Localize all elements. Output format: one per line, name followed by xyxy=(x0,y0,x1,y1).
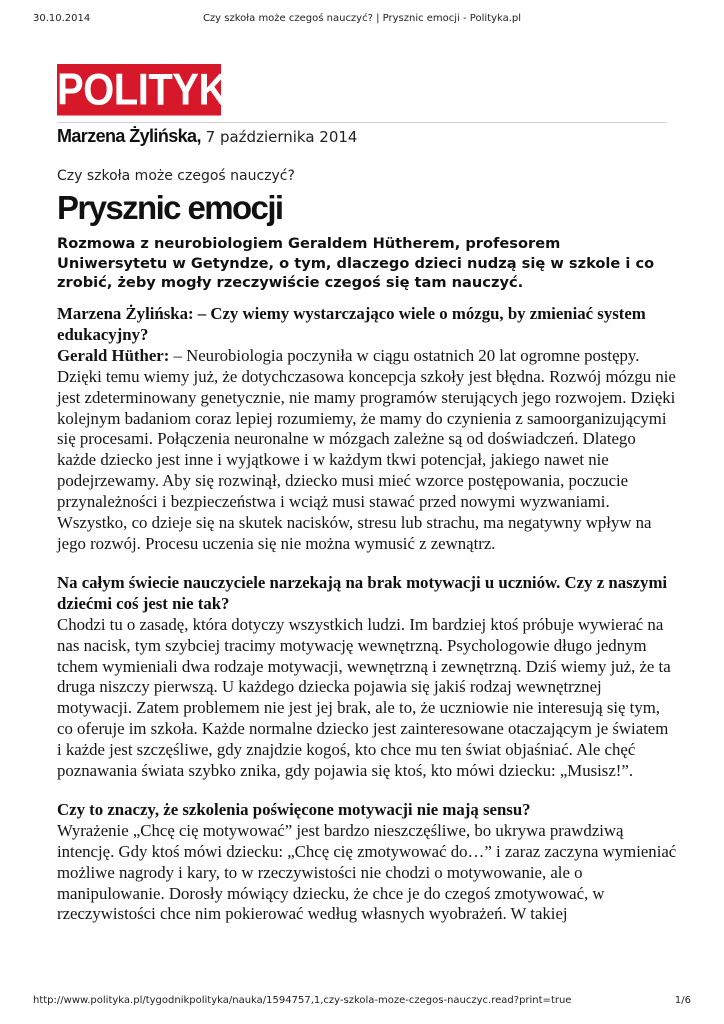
answer-1 xyxy=(57,346,677,555)
answer-1-text: – Neurobiologia poczyniła w ciągu ostatnich 20 lat ogromne postępy. Dzięki temu wiemy już, że dotychczasowa koncepcja szkoły jest błędna. Rozwój mózgu nie jest zdeterminowany genetycznie, nie mamy programów sterujących jego rozwojem. Dzięki kolejnym badaniom coraz lepiej rozumiemy, że mamy do czynienia z samoorganizującymi się procesami. Połączenia neuronalne w mózgach zależne są od doświadczeń. Dlatego każde dziecko jest inne i wyjątkowe i w każdym tkwi potencjał, jakiego nawet nie podejrzewamy. Aby się rozwinął, dziecko musi mieć wzorce postępowania, poczucie przynależności i bezpieczeństwa i wciąż musi stawać przed nowymi wyzwaniami. Wszystko, co dzieje się na skutek nacisków, stresu lub strachu, ma negatywny wpływ na jego rozwój. Procesu uczenia się nie można wymusić z zewnątrz. xyxy=(57,345,676,553)
question-3: Czy to znaczy, że szkolenia poświęcone motywacji nie mają sensu? xyxy=(57,799,531,819)
article-lead: Rozmowa z neurobiologiem Geraldem Hütherem, profesorem Uniwersytetu w Getyndze, o tym, dlaczego dzieci nudzą się w szkole i co zrobić, żeby mogły rzeczywiście czegoś się tam nauczyć. xyxy=(57,235,655,291)
article-body xyxy=(57,304,677,925)
article-headline: Prysznic emocji xyxy=(57,189,283,226)
print-header xyxy=(33,13,691,24)
answer-2: Chodzi tu o zasadę, która dotyczy wszystkich ludzi. Im bardziej ktoś próbuje wywierać na nas nacisk, tym szybciej tracimy motywację wewnętrzną. Psychologowie długo jednym tchem wymieniali dwa rodzaje motywacji, wewnętrzną i zewnętrzną. Dziś wiemy już, że ta druga niszczy pierwszą. U każdego dziecka pojawia się jakiś rodzaj wewnętrznej motywacji. Zatem problemem nie jest jej brak, ale to, że uczniowie nie interesują się tym, co oferuje im szkoła. Każde normalne dziecko jest zainteresowane otaczającym je światem i każde jest szczęśliwe, gdy znajdzie kogoś, kto chce mu ten świat objaśniać. Ale chęć poznawania świata szybko znika, gdy pojawia się ktoś, kto mówi dziecku: „Musisz!”. xyxy=(57,614,671,781)
polityka-logo[interactable]: POLITYKA xyxy=(57,65,256,115)
print-footer xyxy=(33,995,691,1006)
print-url: http://www.polityka.pl/tygodnikpolityka/nauka/1594757,1,czy-szkola-moze-czegos-nauczyc.read?print=true xyxy=(33,995,572,1006)
page-number: 1/6 xyxy=(674,995,691,1006)
print-page-title: Czy szkoła może czegoś nauczyć? | Prysznic emocji - Polityka.pl xyxy=(202,13,522,24)
article-kicker: Czy szkoła może czegoś nauczyć? xyxy=(57,168,295,184)
byline xyxy=(57,126,357,147)
print-date: 30.10.2014 xyxy=(33,13,91,24)
question-1: Marzena Żylińska: – Czy wiemy wystarczająco wiele o mózgu, by zmieniać system edukacyjny? xyxy=(57,304,646,344)
question-2: Na całym świecie nauczyciele narzekają na brak motywacji u uczniów. Czy z naszymi dziećmi coś jest nie tak? xyxy=(57,572,668,613)
header-divider xyxy=(57,122,667,123)
answer-3: Wyrażenie „Chcę cię motywować” jest bardzo nieszczęśliwe, bo ukrywa prawdziwą intencję. Gdy ktoś mówi dziecku: „Chcę cię zmotywować do…” i zaraz zaczyna wymieniać możliwe nagrody i kary, to w rzeczywistości nie chodzi o motywowanie, ale o manipulowanie. Dorosły mówiący dziecku, że chce je do czegoś zmotywować, w rzeczywistości chce nim pokierować według własnych wyobrażeń. W takiej xyxy=(57,820,677,924)
answer-1-speaker: Gerald Hüther: xyxy=(57,345,170,365)
author-name[interactable]: Marzena Żylińska, xyxy=(57,126,201,146)
publish-date: 7 października 2014 xyxy=(205,128,358,146)
